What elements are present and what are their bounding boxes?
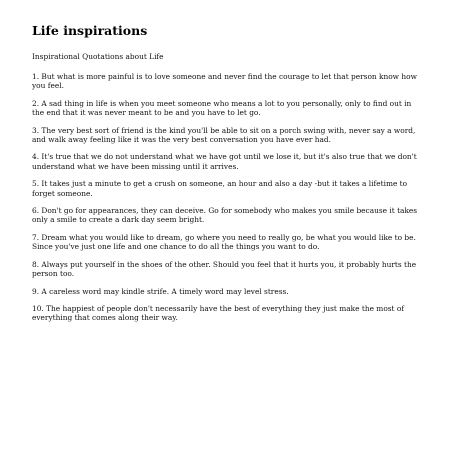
quote-item-1: 1. But what is more painful is to love someone and never find the courage to let that person know how you feel. [32, 72, 417, 91]
quote-item-9: 9. A careless word may kindle strife. A timely word may level stress. [32, 286, 289, 296]
quote-item-3: 3. The very best sort of friend is the kind you'll be able to sit on a porch swing with, never say a word, and walk away feeling like it was the very best conversation you have ever had. [32, 125, 416, 145]
quote-list [32, 72, 423, 323]
quote-item-6: 6. Don't go for appearances, they can deceive. Go for somebody who makes you smile because it takes only a smile to create a dark day seem bright. [32, 206, 418, 225]
quote-item-7: 7. Dream what you would like to dream, go where you need to really go, be what you would like to be. Since you've just one life and one chance to do all the things you want to do. [32, 232, 416, 252]
page-title: Life inspirations [32, 23, 148, 38]
quote-item-4: 4. It's true that we do not understand what we have got until we lose it, but it's also true that we don't understand what we have been missing until it arrives. [32, 152, 417, 171]
quote-item-8: 8. Always put yourself in the shoes of the other. Should you feel that it hurts you, it probably hurts the person too. [32, 259, 417, 279]
quote-item-10: 10. The happiest of people don't necessarily have the best of everything they just make the most of everything that comes along their way. [32, 303, 405, 323]
quote-item-2: 2. A sad thing in life is when you meet someone who means a lot to you personally, only to find out in the end that it was never meant to be and you have to let go. [32, 98, 412, 118]
page-subtitle: Inspirational Quotations about Life [32, 52, 164, 61]
quote-item-5: 5. It takes just a minute to get a crush on someone, an hour and also a day -but it takes a lifetime to forget someone. [32, 179, 408, 198]
